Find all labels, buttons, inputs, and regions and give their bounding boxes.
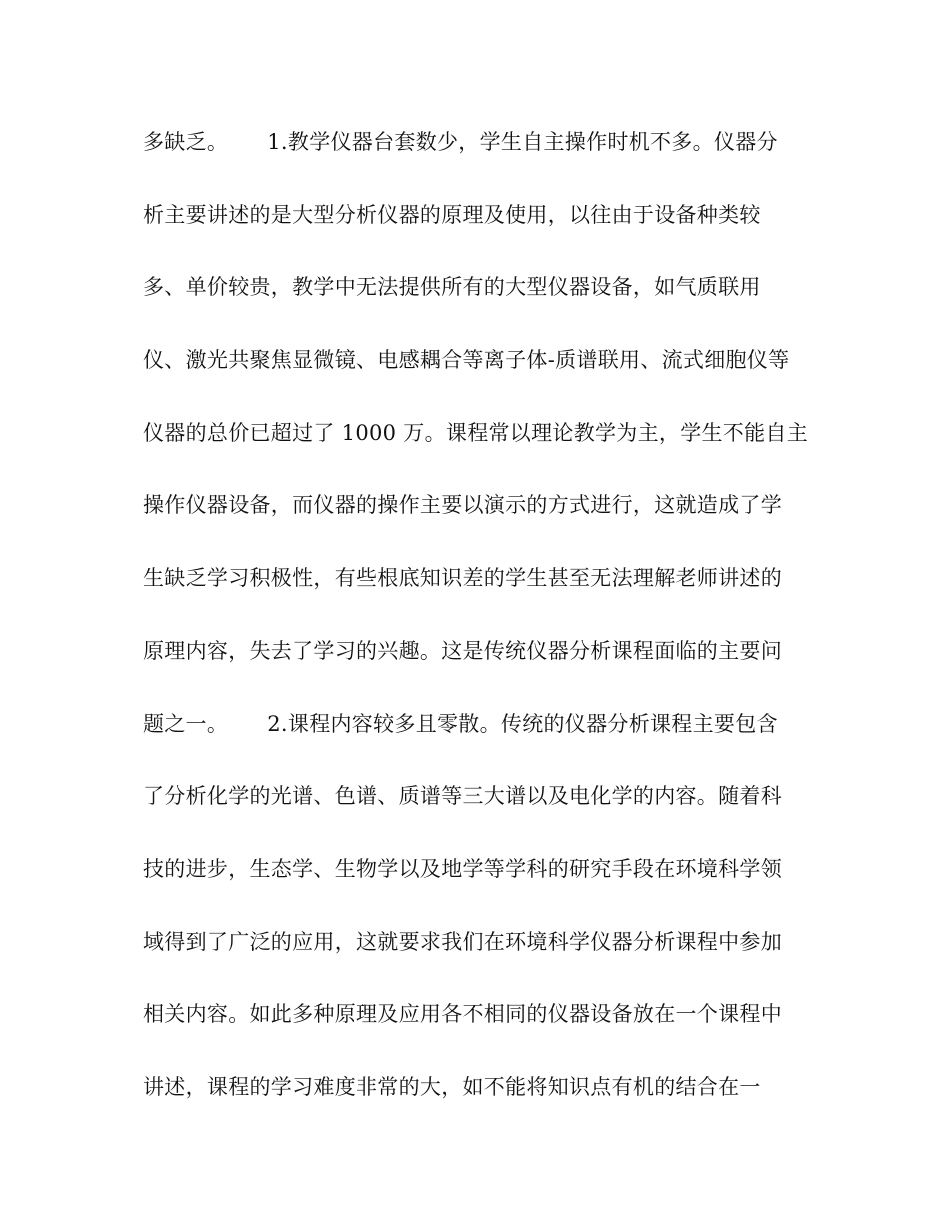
text-line: 讲述，课程的学习难度非常的大，如不能将知识点有机的结合在一 [143,1074,761,1099]
text-line: 技的进步，生态学、生物学以及地学等学科的研究手段在环境科学领 [143,856,782,881]
text-line: 域得到了广泛的应用，这就要求我们在环境科学仪器分析课程中参加 [143,929,782,954]
text-line: 仪器的总价已超过了 1000 万。课程常以理论教学为主，学生不能自主 [143,420,808,445]
text-line: 多、单价较贵，教学中无法提供所有的大型仪器设备，如气质联用 [143,275,761,300]
text-line: 多缺乏。 1.教学仪器台套数少，学生自主操作时机不多。仪器分 [143,130,778,154]
text-line: 原理内容，失去了学习的兴趣。这是传统仪器分析课程面临的主要问 [143,638,782,663]
text-line: 析主要讲述的是大型分析仪器的原理及使用，以往由于设备种类较 [143,202,761,227]
text-line: 相关内容。如此多种原理及应用各不相同的仪器设备放在一个课程中 [143,1002,782,1027]
text-line: 仪、激光共聚焦显微镜、电感耦合等离子体-质谱联用、流式细胞仪等 [143,348,790,373]
body-text [143,120,823,1138]
text-line: 操作仪器设备，而仪器的操作主要以演示的方式进行，这就造成了学 [143,493,782,518]
text-line: 生缺乏学习积极性，有些根底知识差的学生甚至无法理解老师讲述的 [143,566,782,591]
text-line: 了分析化学的光谱、色谱、质谱等三大谱以及电化学的内容。随着科 [143,784,782,809]
text-line: 题之一。 2.课程内容较多且零散。传统的仪器分析课程主要包含 [143,711,778,736]
